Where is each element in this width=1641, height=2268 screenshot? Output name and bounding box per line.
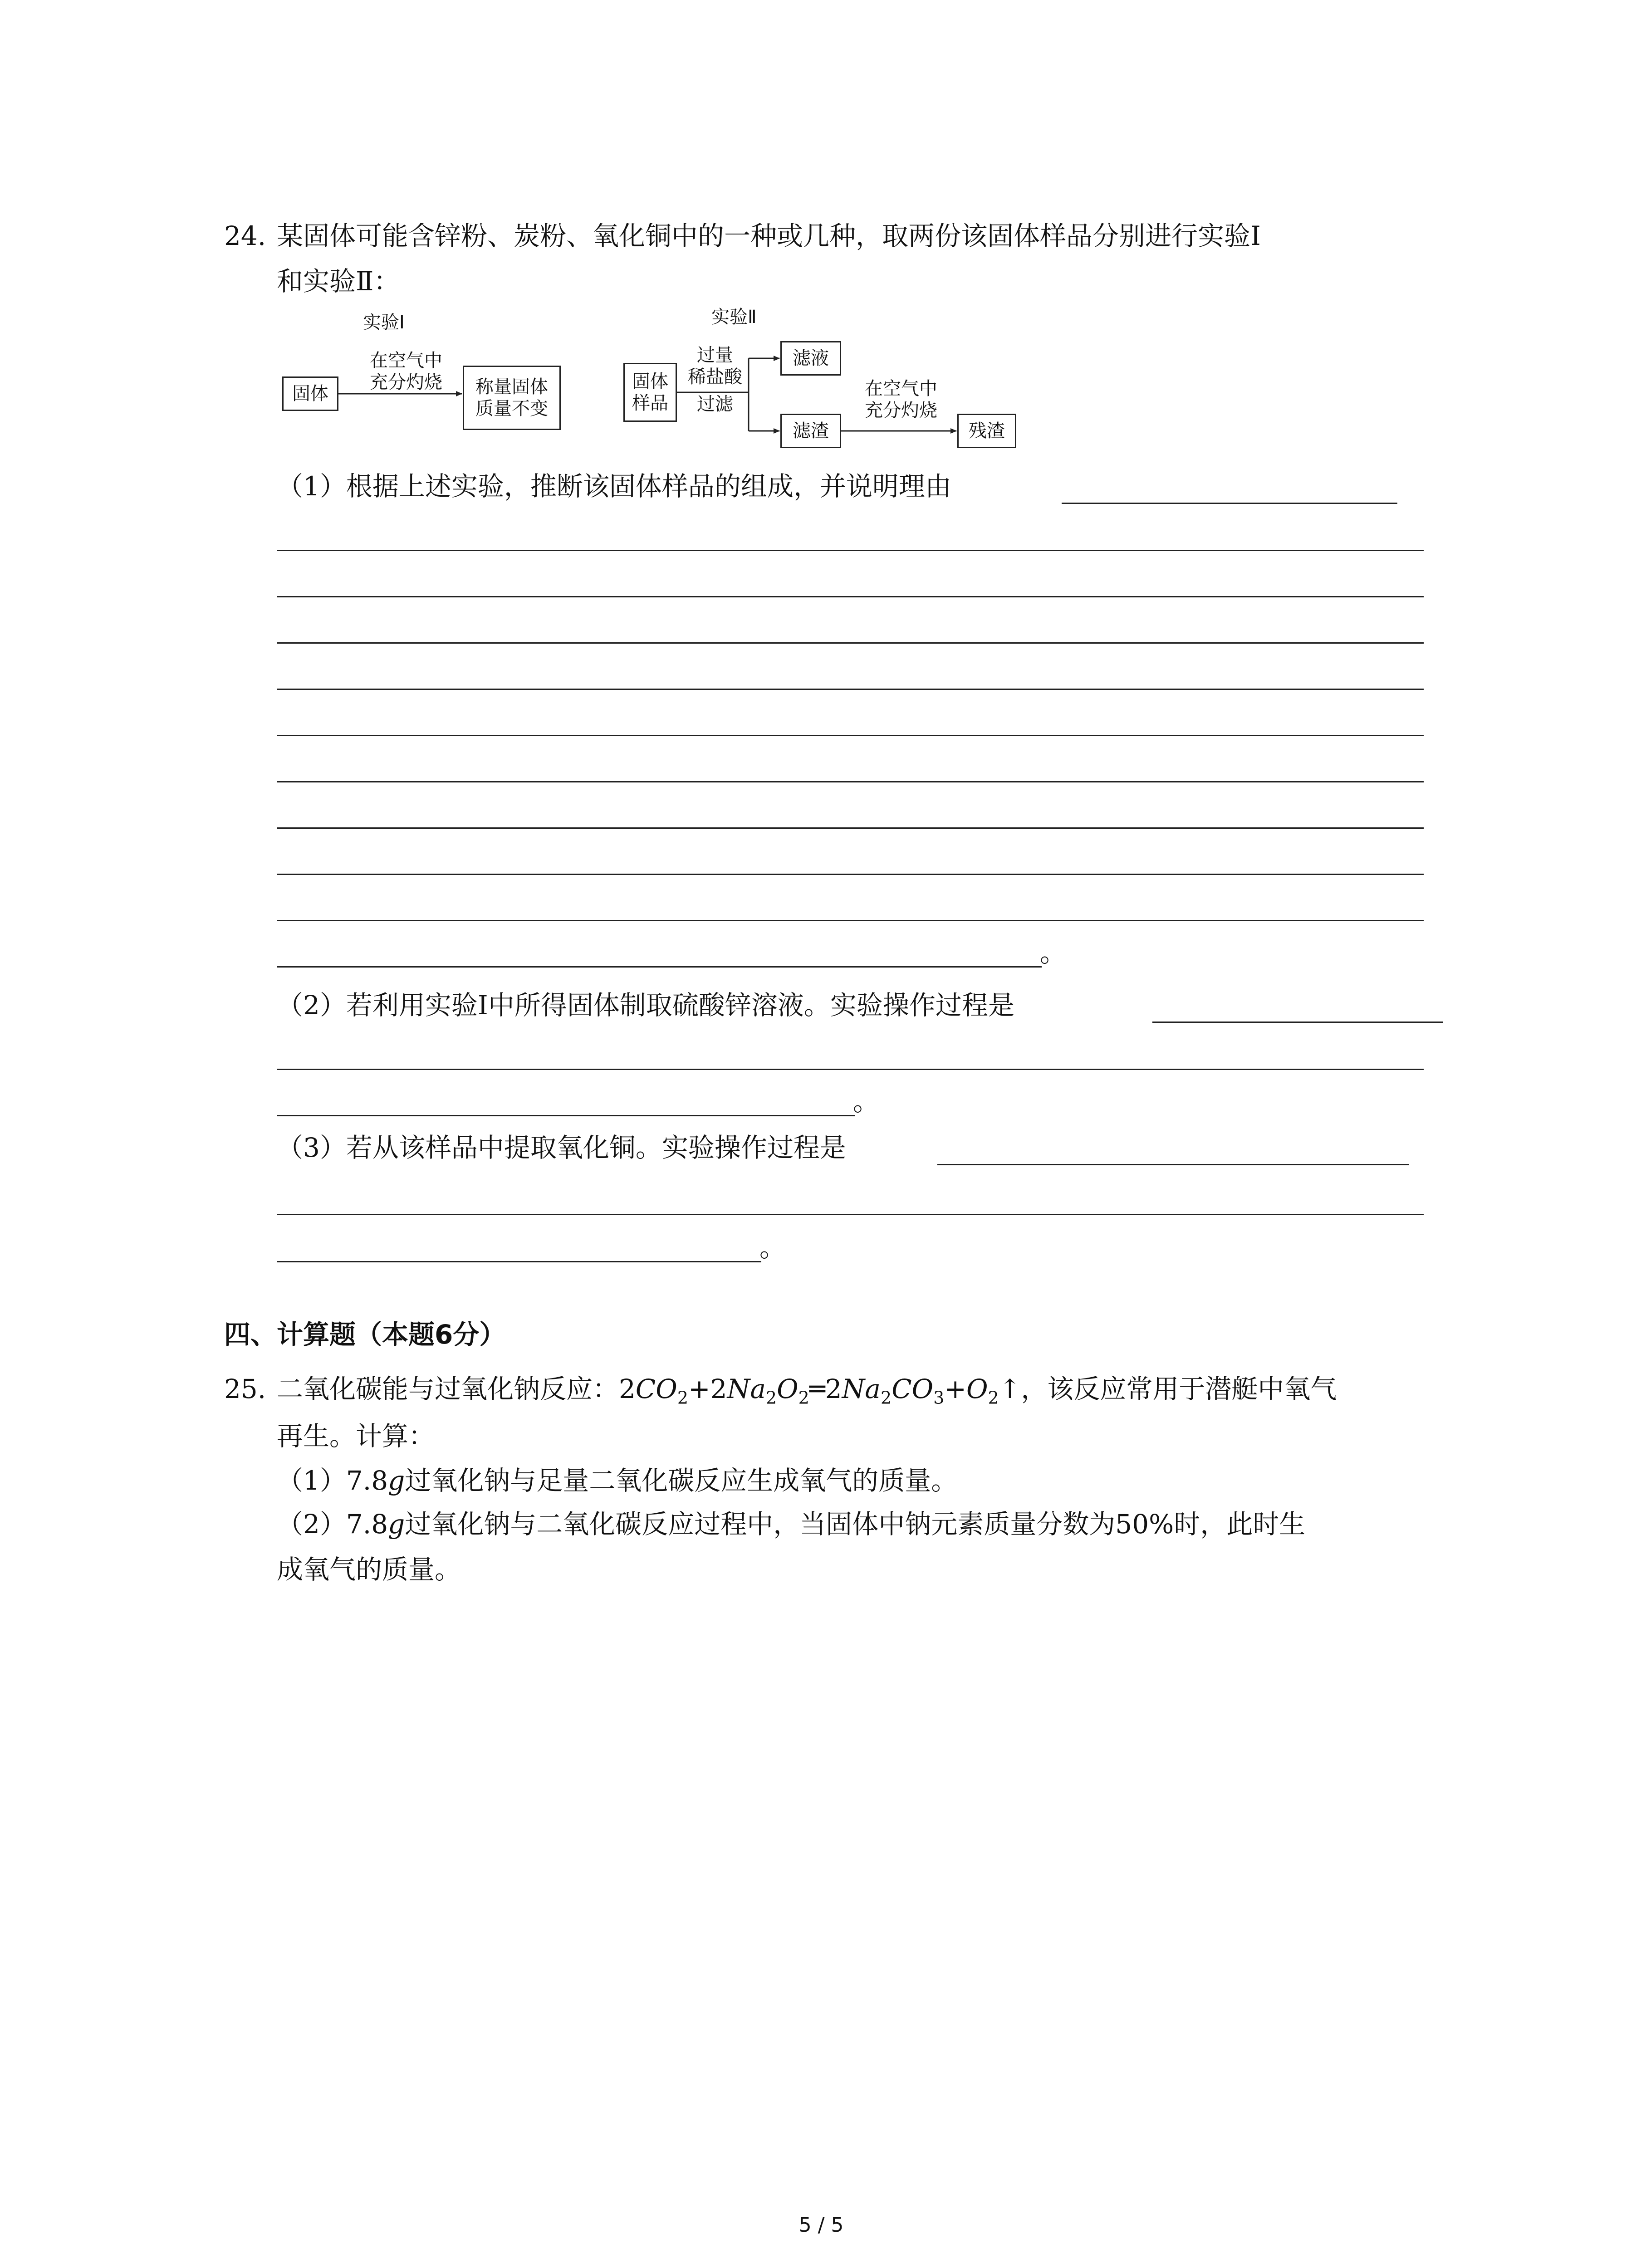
- q25-stem-line1: [277, 1371, 1337, 1416]
- exp1-arrow-label-2: 充分灼烧: [370, 372, 442, 393]
- part1-period: 。: [1040, 937, 1067, 968]
- answer-line-1-5[interactable]: [277, 735, 1424, 736]
- exp2-reagent-2: 稀盐酸: [688, 367, 742, 387]
- answer-line-2-2[interactable]: [277, 1115, 855, 1116]
- q24-number: 24.: [224, 220, 266, 251]
- q24-part1: （1）根据上述实验，推断该固体样品的组成，并说明理由: [277, 471, 951, 502]
- exp2-reagent-3: 过滤: [697, 394, 733, 415]
- exp2-reagent-1: 过量: [697, 345, 733, 366]
- exp2-residue-box: 滤渣: [780, 414, 841, 448]
- answer-line-1-2[interactable]: [277, 596, 1424, 597]
- q24-part2: （2）若利用实验Ⅰ中所得固体制取硫酸锌溶液。实验操作过程是: [277, 990, 1014, 1021]
- section4-title: 四、计算题（本题6分）: [224, 1319, 506, 1350]
- exp2-sample-2: 样品: [632, 393, 668, 414]
- answer-line-1-4[interactable]: [277, 689, 1424, 690]
- exp2-final-box: 残渣: [957, 414, 1016, 448]
- answer-line-2-0[interactable]: [1152, 1022, 1443, 1023]
- answer-line-1-3[interactable]: [277, 642, 1424, 644]
- exp1-box-solid: 固体: [282, 376, 338, 411]
- q24-part3: （3）若从该样品中提取氧化铜。实验操作过程是: [277, 1132, 846, 1163]
- q25-part1: （1）7.8g过氧化钠与足量二氧化碳反应生成氧气的质量。: [277, 1465, 958, 1496]
- answer-line-1-0[interactable]: [1062, 503, 1397, 504]
- exp1-result-1: 称量固体: [475, 376, 548, 397]
- exp1-result-2: 质量不变: [475, 398, 548, 419]
- q25-equation: $2CO_2+2Na_2O_2═2Na_2CO_3+O_2↑$: [619, 1374, 1021, 1408]
- answer-line-1-1[interactable]: [277, 550, 1424, 551]
- answer-line-1-9[interactable]: [277, 920, 1424, 921]
- exp1-title: 实验Ⅰ: [363, 312, 405, 333]
- answer-line-1-6[interactable]: [277, 781, 1424, 782]
- answer-line-1-7[interactable]: [277, 827, 1424, 829]
- answer-line-1-10[interactable]: [277, 966, 1042, 968]
- part2-period: 。: [853, 1086, 880, 1117]
- q25-stem-pre: 二氧化碳能与过氧化钠反应：: [277, 1374, 619, 1404]
- exp2-filtrate-box: 滤液: [780, 341, 841, 376]
- flow-arrows: [0, 0, 1641, 499]
- q25-part2-line2: 成氧气的质量。: [277, 1554, 461, 1585]
- q24-stem-line1: 某固体可能含锌粉、炭粉、氧化铜中的一种或几种，取两份该固体样品分别进行实验Ⅰ: [277, 220, 1261, 251]
- answer-line-3-1[interactable]: [277, 1214, 1424, 1215]
- exp2-burn-1: 在空气中: [865, 378, 937, 399]
- answer-line-2-1[interactable]: [277, 1069, 1424, 1070]
- q24-stem-line2: 和实验Ⅱ：: [277, 266, 400, 297]
- q25-number: 25.: [224, 1374, 266, 1404]
- q25-part2: （2）7.8g过氧化钠与二氧化碳反应过程中，当固体中钠元素质量分数为50%时，此时生: [277, 1509, 1306, 1540]
- answer-line-3-2[interactable]: [277, 1261, 761, 1262]
- answer-line-1-8[interactable]: [277, 874, 1424, 875]
- part3-period: 。: [759, 1232, 786, 1263]
- page-number: 5 / 5: [798, 2214, 844, 2237]
- exp2-burn-2: 充分灼烧: [865, 400, 937, 421]
- q25-stem-line2: 再生。计算：: [277, 1421, 435, 1452]
- q25-stem-post: ，该反应常用于潜艇中氧气: [1021, 1374, 1337, 1404]
- answer-line-3-0[interactable]: [937, 1164, 1409, 1165]
- exp2-title: 实验Ⅱ: [711, 307, 757, 327]
- exp1-arrow-label-1: 在空气中: [370, 350, 442, 371]
- exp2-sample-1: 固体: [632, 371, 668, 392]
